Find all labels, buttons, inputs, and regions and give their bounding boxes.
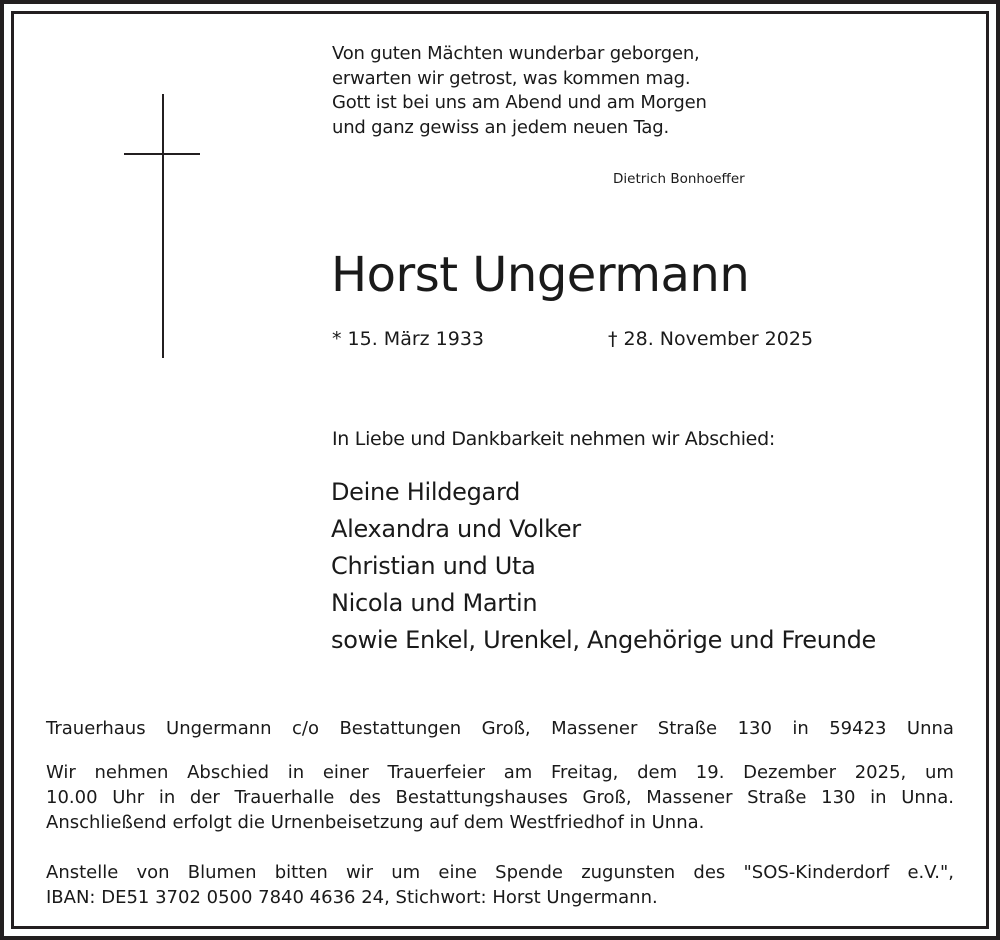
quote-line: und ganz gewiss an jedem neuen Tag. [332,116,669,138]
word: in [792,718,809,739]
word: Wir [46,762,76,783]
word: 19. [695,762,725,783]
donation-request [46,860,954,910]
mourner-item: sowie Enkel, Urenkel, Angehörige und Freunde [331,626,876,654]
word: in [870,787,887,808]
word: 2025, [854,762,907,783]
word: "SOS-Kinderdorf [743,862,890,883]
word: einer [322,762,369,783]
ceremony-details [46,760,954,835]
birth-date: * 15. März 1933 [332,328,485,350]
quote-line: Von guten Mächten wunderbar geborgen, [332,43,700,64]
quote-line: erwarten wir getrost, was kommen mag. [332,67,691,89]
mourner-item: Alexandra und Volker [331,515,581,543]
word: wir [345,862,374,883]
ceremony-line [46,785,954,810]
word: in [158,787,176,808]
word: bitten [274,862,328,883]
farewell-intro: In Liebe und Dankbarkeit nehmen wir Abschied: [332,428,775,450]
word: 10.00 [46,787,98,808]
donation-line: IBAN: DE51 3702 0500 7840 4636 24, Stichwort: Horst Ungermann. [46,887,658,908]
word: am [503,762,533,783]
word: Spende [495,862,563,883]
word: Anstelle [46,862,119,883]
cross-horizontal-bar [124,153,200,155]
word: Freitag, [551,762,619,783]
word: Trauerhaus [46,718,146,739]
word: Straße [747,787,807,808]
death-date: † 28. November 2025 [608,328,814,350]
word: 130 [737,718,772,739]
address-line [46,716,954,741]
mourner-item: Christian und Uta [331,552,536,580]
word: Trauerfeier [387,762,486,783]
ceremony-line [46,760,954,785]
word: des [349,787,381,808]
word: c/o [292,718,319,739]
mourner-item: Nicola und Martin [331,589,538,617]
donation-line [46,860,954,885]
word: dem [637,762,678,783]
word: Bestattungen [339,718,462,739]
word: Straße [657,718,718,739]
word: 59423 [829,718,887,739]
word: um [924,762,954,783]
word: Massener [551,718,638,739]
word: von [136,862,170,883]
word: zugunsten [581,862,676,883]
ceremony-line: Anschließend erfolgt die Urnenbeisetzung auf dem Westfriedhof in Unna. [46,812,705,833]
word: Massener [646,787,733,808]
bonhoeffer-quote [332,42,707,140]
word: nehmen [94,762,169,783]
word: Groß, [481,718,531,739]
word: Abschied [187,762,270,783]
word: Dezember [743,762,837,783]
word: Ungermann [166,718,272,739]
mourner-item: Deine Hildegard [331,478,521,506]
word: um [391,862,421,883]
word: 130 [821,787,856,808]
quote-line: Gott ist bei uns am Abend und am Morgen [332,92,707,113]
word: der [189,787,220,808]
word: Groß, [582,787,632,808]
word: Unna [906,718,954,739]
word: des [693,862,726,883]
quote-author: Dietrich Bonhoeffer [613,171,745,187]
mourning-house-address [46,716,954,741]
word: Unna. [901,787,954,808]
word: e.V.", [907,862,954,883]
word: Trauerhalle [234,787,335,808]
cross-vertical-bar [162,94,164,358]
word: Uhr [112,787,145,808]
deceased-name: Horst Ungermann [331,247,750,303]
word: eine [438,862,477,883]
mourners-list [331,474,876,659]
word: Blumen [187,862,257,883]
word: Bestattungshauses [395,787,568,808]
word: in [287,762,305,783]
